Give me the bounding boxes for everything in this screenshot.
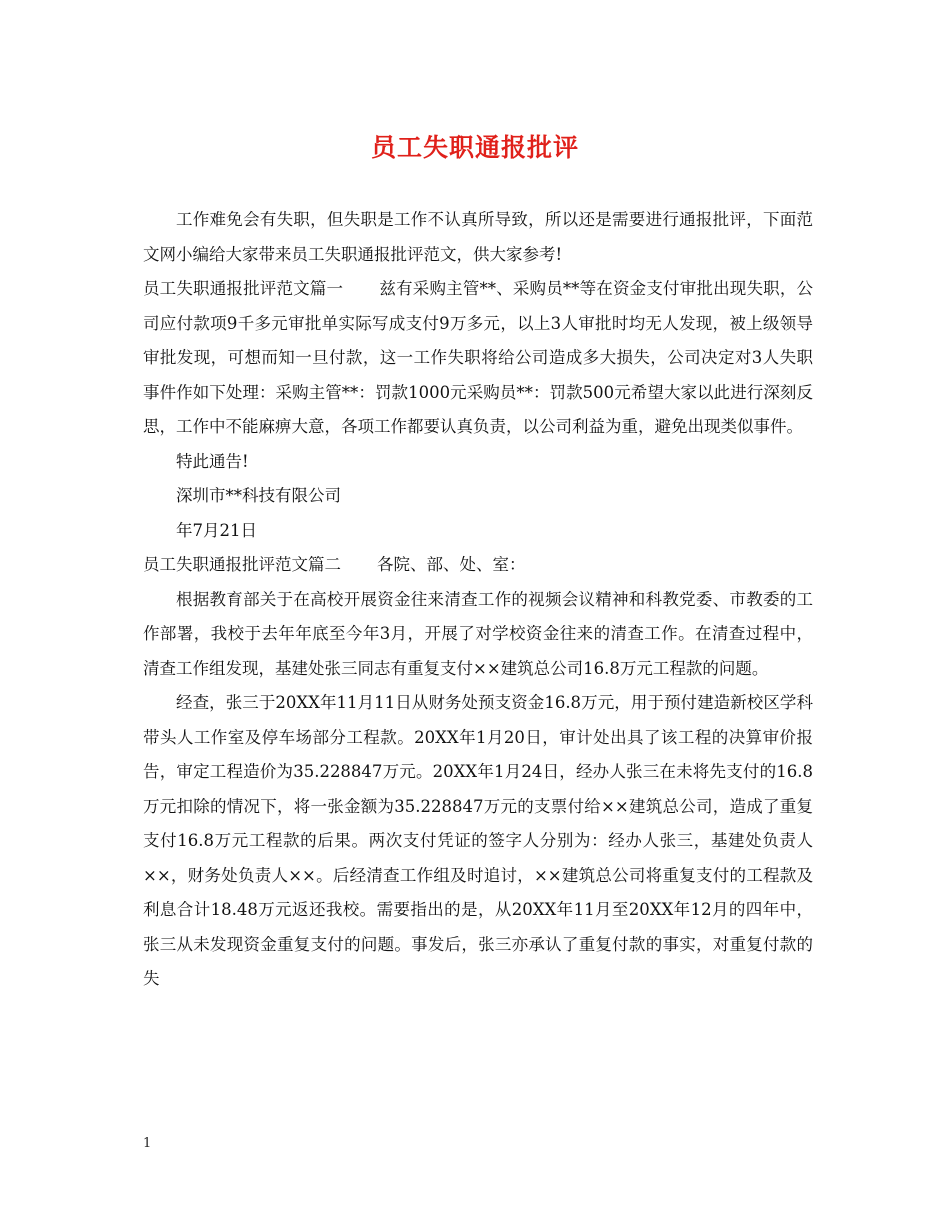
sample2-salutation: 各院、部、处、室： bbox=[377, 555, 526, 574]
sample1-company: 深圳市**科技有限公司 bbox=[176, 486, 341, 505]
sample1-body: 兹有采购主管**、采购员**等在资金支付审批出现失职，公司应付款项9千多元审批单实际写成支付9万多元，以上3人审批时均无人发现，被上级领导审批发现，可想而知一旦付款，这一工作失职将给公司造成多大损失，公司决定对3人失职事件作如下处理：采购主管**：罚款1000元采购员**：罚款500元希望大家以此进行深刻反思，工作中不能麻痹大意，各项工作都要认真负责，以公司利益为重，避免出现类似事件。 bbox=[143, 279, 814, 436]
page-number: 1 bbox=[143, 1136, 152, 1151]
sample1-paragraph bbox=[143, 272, 813, 445]
sample1-date: 年7月21日 bbox=[176, 520, 257, 540]
sample2-paragraph-1: 根据教育部关于在高校开展资金往来清查工作的视频会议精神和科教党委、市教委的工作部署，我校于去年年底至今年3月，开展了对学校资金往来的清查工作。在清查过程中，清查工作组发现，基建处张三同志有重复支付××建筑总公司16.8万元工程款的问题。 bbox=[143, 589, 813, 678]
sample2-paragraph-2: 经查，张三于20XX年11月11日从财务处预支资金16.8万元，用于预付建造新校区学科带头人工作室及停车场部分工程款。20XX年1月20日，审计处出具了该工程的决算审价报告，审定工程造价为35.228847万元。20XX年1月24日，经办人张三在未将先支付的16.8万元扣除的情况下，将一张金额为35.228847万元的支票付给××建筑总公司，造成了重复支付16.8万元工程款的后果。两次支付凭证的签字人分别为：经办人张三，基建处负责人××，财务处负责人××。后经清查工作组及时追讨，××建筑总公司将重复支付的工程款及利息合计18.48万元返还我校。需要指出的是，从20XX年11月至20XX年12月的四年中，张三从未发现资金重复支付的问题。事发后，张三亦承认了重复付款的事实，对重复付款的失 bbox=[143, 693, 813, 988]
document-title: 员工失职通报批评 bbox=[370, 133, 579, 162]
document-body bbox=[143, 203, 813, 997]
sample2-heading: 员工失职通报批评范文篇二 bbox=[143, 555, 341, 574]
sample1-heading: 员工失职通报批评范文篇一 bbox=[143, 279, 344, 298]
intro-paragraph: 工作难免会有失职，但失职是工作不认真所导致，所以还是需要进行通报批评，下面范文网小编给大家带来员工失职通报批评范文，供大家参考! bbox=[143, 210, 813, 264]
sample2-heading-line bbox=[143, 548, 813, 583]
sample1-notice: 特此通告! bbox=[176, 451, 249, 471]
